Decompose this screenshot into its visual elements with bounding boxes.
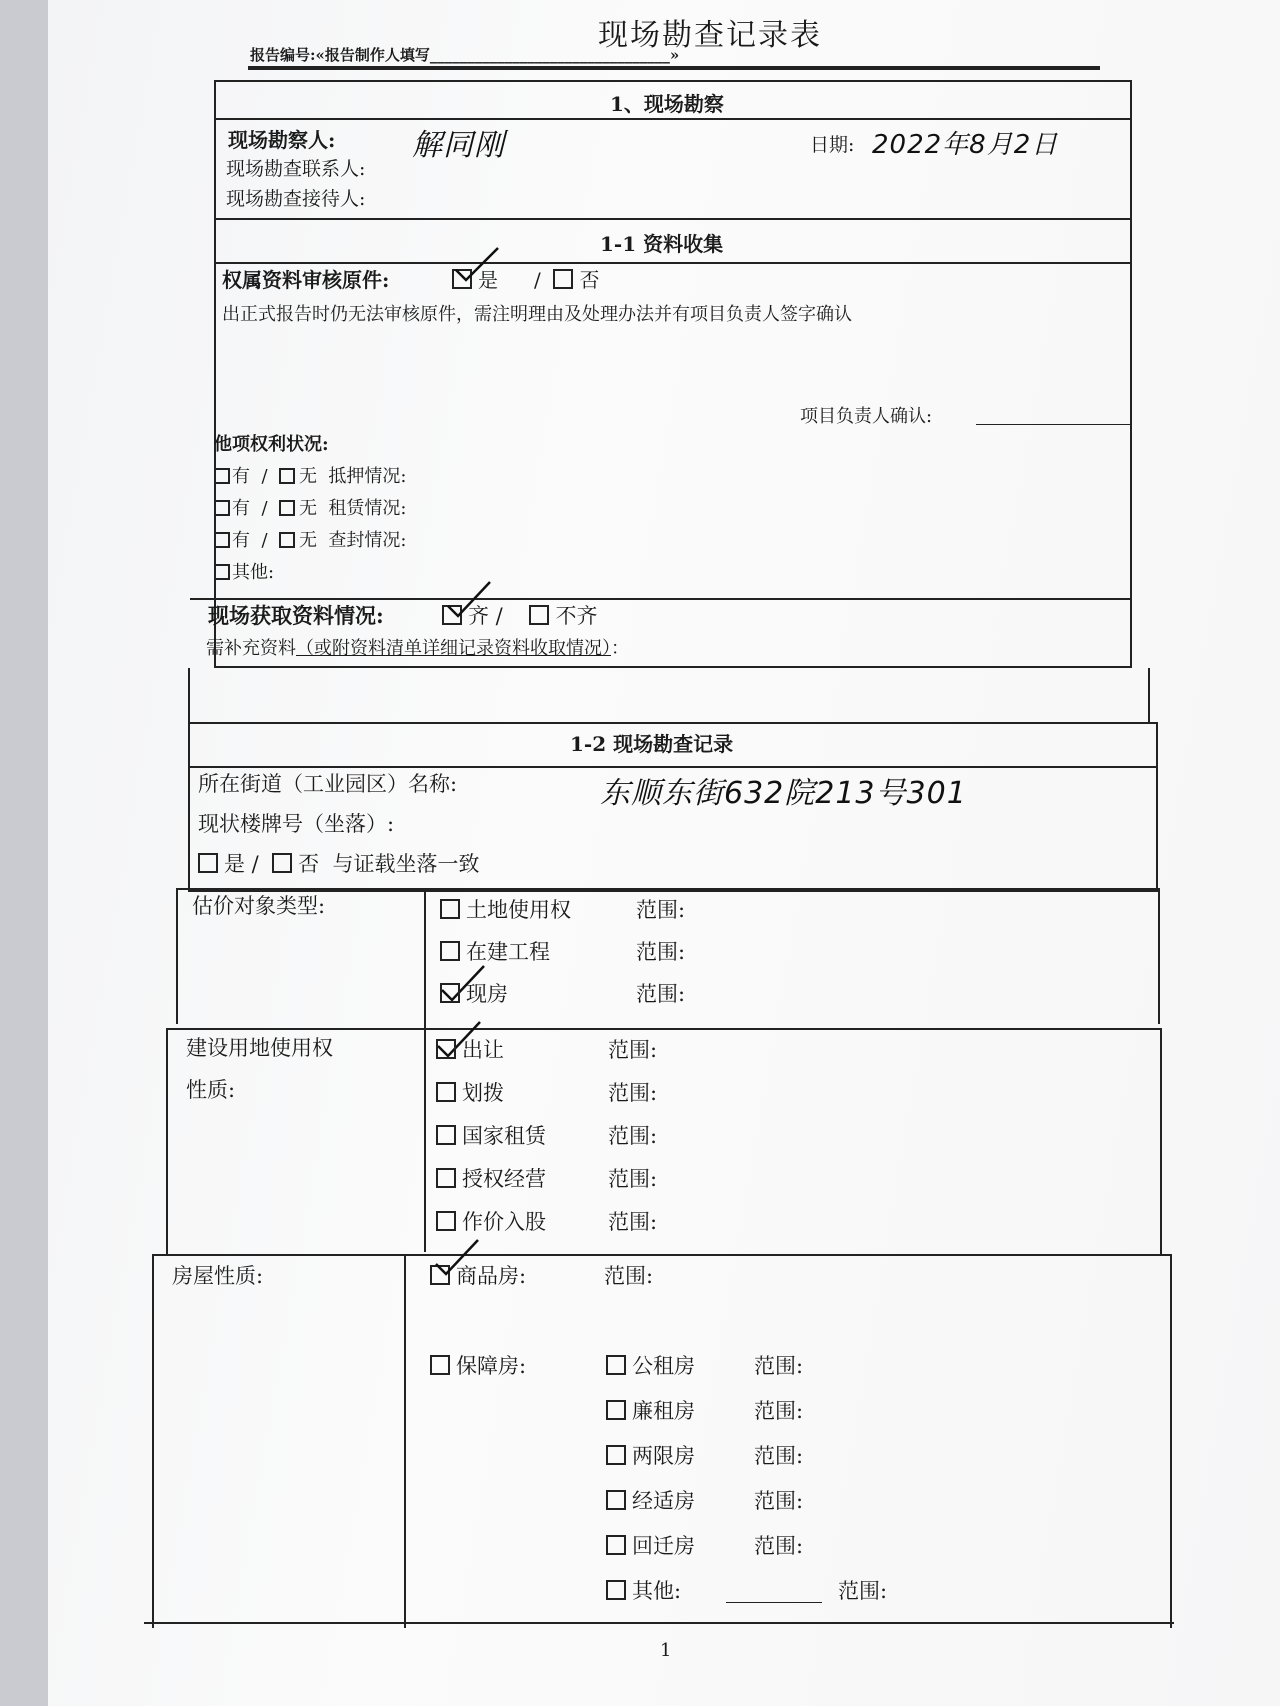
checkbox (214, 532, 230, 548)
date-value: 2022年8月2日 (872, 130, 1059, 160)
consistent-text: 与证载坐落一致 (332, 852, 480, 876)
affordable-type-option-label: 回迁房 (632, 1534, 695, 1558)
supplement-label: 需补充资料 (206, 638, 296, 659)
confirm-signature-line (976, 424, 1130, 425)
supplement-row (206, 634, 629, 660)
checkbox (198, 853, 218, 873)
commercial-range: 范围: (604, 1264, 654, 1288)
project-lead-confirm-label: 项目负责人确认: (800, 406, 933, 427)
object-type-option-label: 土地使用权 (466, 898, 571, 922)
checkbox (606, 1535, 626, 1555)
land-right-option (436, 1034, 504, 1064)
option-yes-label: 是 (224, 852, 245, 876)
object-type-option-range: 范围: (636, 940, 686, 964)
checkbox (606, 1445, 626, 1465)
land-right-option-label: 国家租赁 (462, 1124, 546, 1148)
mortgage-label: 抵押情况: (328, 466, 407, 487)
checkbox (430, 1355, 450, 1375)
land-right-option-label: 出让 (462, 1038, 504, 1062)
onsite-material-label: 现场获取资料情况: (208, 603, 384, 628)
checkbox (606, 1355, 626, 1375)
commercial-label: 商品房: (456, 1264, 527, 1288)
complete-option: 齐 / 不齐 (442, 600, 597, 630)
checkbox (436, 1168, 456, 1188)
object-type-option-label: 在建工程 (466, 940, 550, 964)
lease-row: 有 / 无 租赁情况: (214, 494, 406, 520)
checkbox (606, 1490, 626, 1510)
object-type-label: 估价对象类型: (192, 894, 326, 918)
option-incomplete-label: 不齐 (555, 604, 598, 628)
land-right-option (436, 1206, 546, 1236)
other-rights-label: 他项权利状况: (214, 434, 329, 455)
affordable-type-option (606, 1530, 695, 1560)
affordable-type-option-range: 范围: (754, 1534, 804, 1558)
option-has-label: 有 (232, 498, 250, 519)
affordable-type-option-range: 范围: (754, 1354, 804, 1378)
checkbox (440, 899, 460, 919)
other-blank-line (726, 1602, 822, 1603)
page-title: 现场勘查记录表 (598, 18, 822, 53)
option-complete-label: 齐 (468, 604, 489, 628)
land-right-option-range: 范围: (608, 1167, 658, 1191)
affordable-type-option-label: 经适房 (632, 1489, 695, 1513)
review-no-option: / 否 (534, 268, 600, 292)
option-no-label: 否 (579, 268, 600, 292)
inspector-signature: 解同刚 (412, 128, 505, 163)
checkbox (436, 1125, 456, 1145)
affordable-type-option (606, 1395, 695, 1425)
land-right-option-label: 作价入股 (462, 1210, 546, 1234)
land-right-option-range: 范围: (608, 1038, 658, 1062)
option-has-label: 有 (232, 530, 250, 551)
object-type-option-range: 范围: (636, 982, 686, 1006)
land-right-label-1: 建设用地使用权 (186, 1036, 333, 1060)
seizure-label: 查封情况: (328, 530, 407, 551)
land-right-option (436, 1163, 546, 1193)
report-number-line: 报告编号:«报告制作人填写________________________________» (250, 46, 680, 64)
object-type-option (440, 936, 550, 966)
land-right-option-label: 划拨 (462, 1081, 504, 1105)
checkbox (606, 1580, 626, 1600)
object-type-option-label: 现房 (466, 982, 508, 1006)
land-right-option (436, 1120, 546, 1150)
checkbox (436, 1082, 456, 1102)
section-1-header: 1、现场勘察 (610, 92, 724, 116)
inspector-label: 现场勘察人: (228, 128, 336, 152)
seizure-row: 有 / 无 查封情况: (214, 526, 406, 552)
street-value: 东顺东街632院213号301 (600, 776, 967, 811)
other-label: 其他: (232, 562, 275, 583)
affordable-type-option-range: 范围: (754, 1399, 804, 1423)
checkmark-icon (444, 578, 494, 620)
checkbox (279, 500, 295, 516)
page-number: 1 (660, 1640, 672, 1661)
affordable-type-option-label: 两限房 (632, 1444, 695, 1468)
affordable-type-option (606, 1350, 695, 1380)
checkmark-icon (432, 1236, 482, 1280)
affordable-type-option (606, 1575, 681, 1605)
affordable-type-option-range: 范围: (838, 1579, 888, 1603)
object-type-option (440, 978, 508, 1008)
checkbox (279, 532, 295, 548)
affordable-type-option (606, 1485, 695, 1515)
land-right-label-2: 性质: (186, 1078, 236, 1102)
section-1-2-header: 1-2 现场勘查记录 (570, 732, 734, 756)
header-rule (248, 66, 1100, 70)
affordable-type-option-label: 公租房 (632, 1354, 695, 1378)
street-label: 所在街道（工业园区）名称: (198, 772, 458, 796)
consistent-row: 是 / 否 与证载坐落一致 (198, 848, 479, 878)
option-has-label: 有 (232, 466, 250, 487)
land-right-option-label: 授权经营 (462, 1167, 546, 1191)
option-none-label: 无 (298, 498, 317, 519)
affordable-type-option-range: 范围: (754, 1444, 804, 1468)
option-yes-label: 是 (478, 268, 498, 292)
supplement-note: （或附资料清单详细记录资料收取情况） (296, 638, 611, 659)
house-nature-label: 房屋性质: (172, 1264, 264, 1288)
mortgage-row: 有 / 无 抵押情况: (214, 462, 406, 488)
affordable-type-option-range: 范围: (754, 1489, 804, 1513)
checkbox (214, 564, 230, 580)
option-none-label: 无 (298, 466, 317, 487)
affordable-type-option (606, 1440, 695, 1470)
option-none-label: 无 (298, 530, 317, 551)
checkbox (214, 500, 230, 516)
checkmark-icon (452, 244, 502, 284)
object-type-option (440, 894, 571, 924)
option-no-label: 否 (298, 852, 320, 876)
other-rights-row (214, 558, 274, 584)
checkbox (436, 1039, 456, 1059)
affordable-housing-option (430, 1350, 526, 1380)
review-original-label: 权属资料审核原件: (222, 268, 390, 292)
checkbox (436, 1211, 456, 1231)
review-note: 出正式报告时仍无法审核原件，需注明理由及处理办法并有项目负责人签字确认 (222, 304, 852, 325)
checkbox (529, 605, 549, 625)
contact-label: 现场勘查联系人: (226, 158, 366, 180)
supplement-colon: ： (611, 638, 629, 659)
lease-label: 租赁情况: (328, 498, 407, 519)
affordable-label: 保障房: (456, 1354, 527, 1378)
land-right-option (436, 1077, 504, 1107)
affordable-type-option-label: 其他: (632, 1579, 682, 1603)
land-right-option-range: 范围: (608, 1081, 658, 1105)
checkbox (553, 269, 573, 289)
object-type-option-range: 范围: (636, 898, 686, 922)
section-1-1-header: 1-1 资料收集 (600, 232, 724, 256)
checkbox (214, 468, 230, 484)
checkbox (440, 941, 460, 961)
checkbox (272, 853, 292, 873)
land-right-option-range: 范围: (608, 1124, 658, 1148)
plate-label: 现状楼牌号（坐落）: (198, 812, 395, 836)
checkbox (279, 468, 295, 484)
checkbox (440, 983, 460, 1003)
land-right-option-range: 范围: (608, 1210, 658, 1234)
checkbox (606, 1400, 626, 1420)
affordable-type-option-label: 廉租房 (632, 1399, 695, 1423)
receiver-label: 现场勘查接待人: (226, 188, 366, 210)
date-label: 日期: (810, 134, 855, 156)
